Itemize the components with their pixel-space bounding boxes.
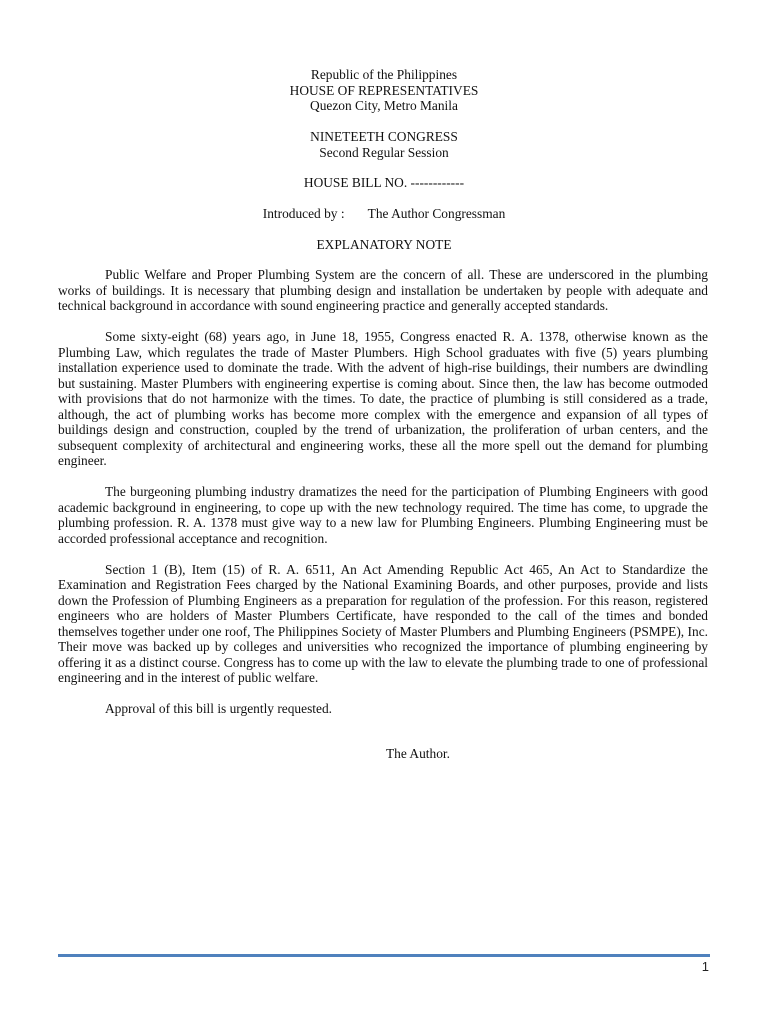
author-name: The Author Congressman [367, 206, 506, 221]
paragraph: Some sixty-eight (68) years ago, in June 18, 1955, Congress enacted R. A. 1378, otherwise known as the Plumbing Law, which regulates the trade of Master Plumbers. High School graduates with five (5) years plumbing installation experience used to dominate the trade. With the advent of high-rise buildings, their numbers are dwindling but sustaining. Master Plumbers with engineering expertise is coming about. Since then, the law has become outmoded with provisions that do not harmonize with the times. To date, the practice of plumbing is still considered as a trade, although, the act of plumbing works has become more complex with the emergence and expansion of all types of buildings design and construction, coupled by the trend of urbanization, the proliferation of urban centers, and the subsequent complexity of architectural and engineering works, these all the more spell out the demand for plumbing engineer. [58, 329, 708, 468]
congress-line: NINETEETH CONGRESS [310, 129, 458, 144]
bill-number: HOUSE BILL NO. ------------ [303, 175, 465, 190]
section-title-block [0, 237, 768, 253]
footer-rule [58, 954, 710, 957]
chamber-line: HOUSE OF REPRESENTATIVES [289, 82, 479, 98]
introduced-by-label: Introduced by : [262, 206, 345, 221]
signature: The Author. [386, 746, 450, 761]
paragraph: Section 1 (B), Item (15) of R. A. 6511, An Act Amending Republic Act 465, An Act to Standardize the Examination and Registration Fees charged by the National Examining Boards, and other purposes, provide and lists down the Profession of Plumbing Engineers as a preparation for regulation of the profession. For this reason, registered engineers who are holders of Master Plumbers Certificate, have responded to the call of the times and bonded themselves together under one roof, The Philippines Society of Master Plumbers and Plumbing Engineers (PSMPE), Inc. Their move was backed up by colleges and universities who recognized the importance of plumbing engineering by offering it as a distinct course. Congress has to come up with the law to elevate the plumbing trade to one of professional engineering and in the interest of public welfare. [58, 561, 708, 685]
congress-block [0, 129, 768, 160]
paragraph: Public Welfare and Proper Plumbing System are the concern of all. These are underscored in the plumbing works of buildings. It is necessary that plumbing design and installation be undertaken by people with adequate and technical background in accordance with sound engineering practice and generally accepted standards. [58, 267, 708, 313]
section-title: EXPLANATORY NOTE [316, 237, 452, 252]
explanatory-note-body [58, 267, 708, 732]
country-line: Republic of the Philippines [310, 67, 458, 82]
introduced-by-row [0, 206, 768, 222]
page-number: 1 [701, 959, 709, 974]
session-line: Second Regular Session [319, 144, 449, 160]
bill-number-block [0, 175, 768, 191]
closing-request: Approval of this bill is urgently requested. [105, 701, 332, 716]
paragraph: The burgeoning plumbing industry dramatizes the need for the participation of Plumbing Engineers with good academic background in engineering, to cope up with the new technology required. The time has come, to upgrade the plumbing profession. R. A. 1378 must give way to a new law for Plumbing Engineers. Plumbing Engineering must be accorded professional acceptance and recognition. [58, 484, 708, 546]
document-header [0, 67, 768, 114]
location-line: Quezon City, Metro Manila [310, 98, 458, 113]
